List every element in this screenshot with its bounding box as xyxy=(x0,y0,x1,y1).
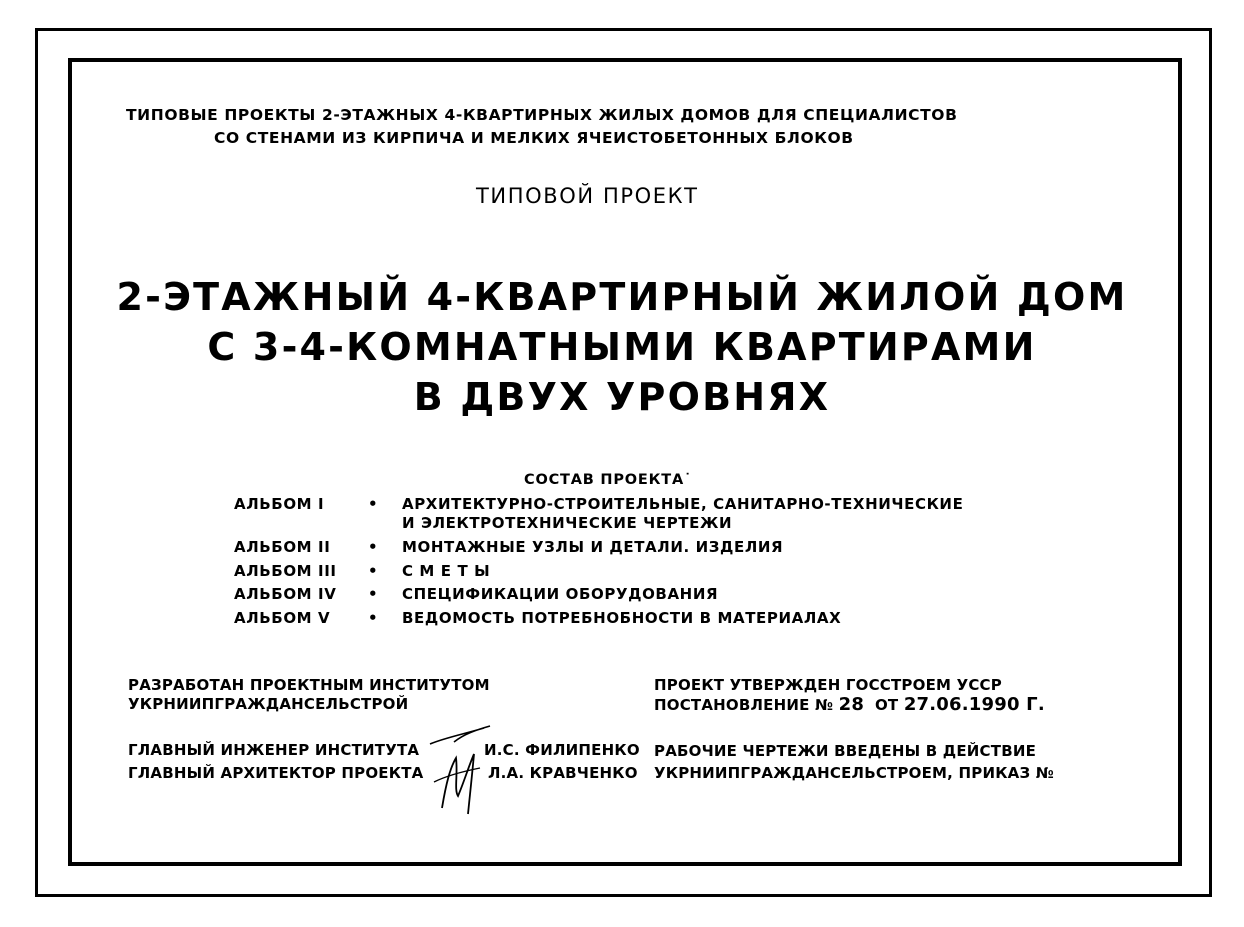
album-2-description: МОНТАЖНЫЕ УЗЛЫ И ДЕТАЛИ. ИЗДЕЛИЯ xyxy=(402,538,784,556)
approval-prefix: ПОСТАНОВЛЕНИЕ № xyxy=(654,696,834,714)
album-2-bullet: • xyxy=(368,538,379,556)
album-1-label: АЛЬБОМ I xyxy=(234,495,325,513)
project-type: ТИПОВОЙ ПРОЕКТ xyxy=(476,184,699,208)
album-2-label: АЛЬБОМ II xyxy=(234,538,331,556)
chief-engineer-name: И.С. ФИЛИПЕНКО xyxy=(484,741,640,759)
chief-architect-name: Л.А. КРАВЧЕНКО xyxy=(488,764,638,782)
album-3-description: С М Е Т Ы xyxy=(402,562,491,580)
main-title-line2: С 3-4-КОМНАТНЫМИ КВАРТИРАМИ xyxy=(207,325,1037,369)
working-drawings-line1: РАБОЧИЕ ЧЕРТЕЖИ ВВЕДЕНЫ В ДЕЙСТВИЕ xyxy=(654,742,1037,760)
approval-line2 xyxy=(654,694,1045,715)
album-1-description-cont: И ЭЛЕКТРОТЕХНИЧЕСКИЕ ЧЕРТЕЖИ xyxy=(402,514,733,532)
album-5-label: АЛЬБОМ V xyxy=(234,609,331,627)
album-3-label: АЛЬБОМ III xyxy=(234,562,337,580)
working-drawings-line2: УКРНИИПГРАЖДАНСЕЛЬСТРОЕМ, ПРИКАЗ № xyxy=(654,764,1055,782)
chief-architect-title: ГЛАВНЫЙ АРХИТЕКТОР ПРОЕКТА xyxy=(128,764,424,782)
album-4-label: АЛЬБОМ IV xyxy=(234,585,337,603)
approval-date: 27.06.1990 Г. xyxy=(903,694,1045,715)
album-4-description: СПЕЦИФИКАЦИИ ОБОРУДОВАНИЯ xyxy=(402,585,719,603)
signature-icon xyxy=(424,724,504,816)
album-5-description: ВЕДОМОСТЬ ПОТРЕБНОБНОСТИ В МАТЕРИАЛАХ xyxy=(402,609,842,627)
approval-number: 28 xyxy=(838,694,865,715)
composition-heading: СОСТАВ ПРОЕКТА˙ xyxy=(524,472,693,488)
album-3-bullet: • xyxy=(368,562,379,580)
approval-from: ОТ xyxy=(874,696,899,714)
chief-engineer-title: ГЛАВНЫЙ ИНЖЕНЕР ИНСТИТУТА xyxy=(128,741,420,759)
album-1-description: АРХИТЕКТУРНО-СТРОИТЕЛЬНЫЕ, САНИТАРНО-ТЕХНИЧЕСКИЕ xyxy=(402,495,964,513)
approval-line1: ПРОЕКТ УТВЕРЖДЕН ГОССТРОЕМ УССР xyxy=(654,676,1002,694)
main-title-line3: В ДВУХ УРОВНЯХ xyxy=(413,375,831,419)
developer-line2: УКРНИИПГРАЖДАНСЕЛЬСТРОЙ xyxy=(128,695,409,713)
series-title-line1: ТИПОВЫЕ ПРОЕКТЫ 2-ЭТАЖНЫХ 4-КВАРТИРНЫХ ЖИЛЫХ ДОМОВ ДЛЯ СПЕЦИАЛИСТОВ xyxy=(126,106,958,124)
album-5-bullet: • xyxy=(368,609,379,627)
series-title-line2: СО СТЕНАМИ ИЗ КИРПИЧА И МЕЛКИХ ЯЧЕИСТОБЕТОННЫХ БЛОКОВ xyxy=(214,129,854,147)
album-1-bullet: • xyxy=(368,495,379,513)
album-4-bullet: • xyxy=(368,585,379,603)
developer-line1: РАЗРАБОТАН ПРОЕКТНЫМ ИНСТИТУТОМ xyxy=(128,676,490,694)
main-title-line1: 2-ЭТАЖНЫЙ 4-КВАРТИРНЫЙ ЖИЛОЙ ДОМ xyxy=(116,275,1128,319)
